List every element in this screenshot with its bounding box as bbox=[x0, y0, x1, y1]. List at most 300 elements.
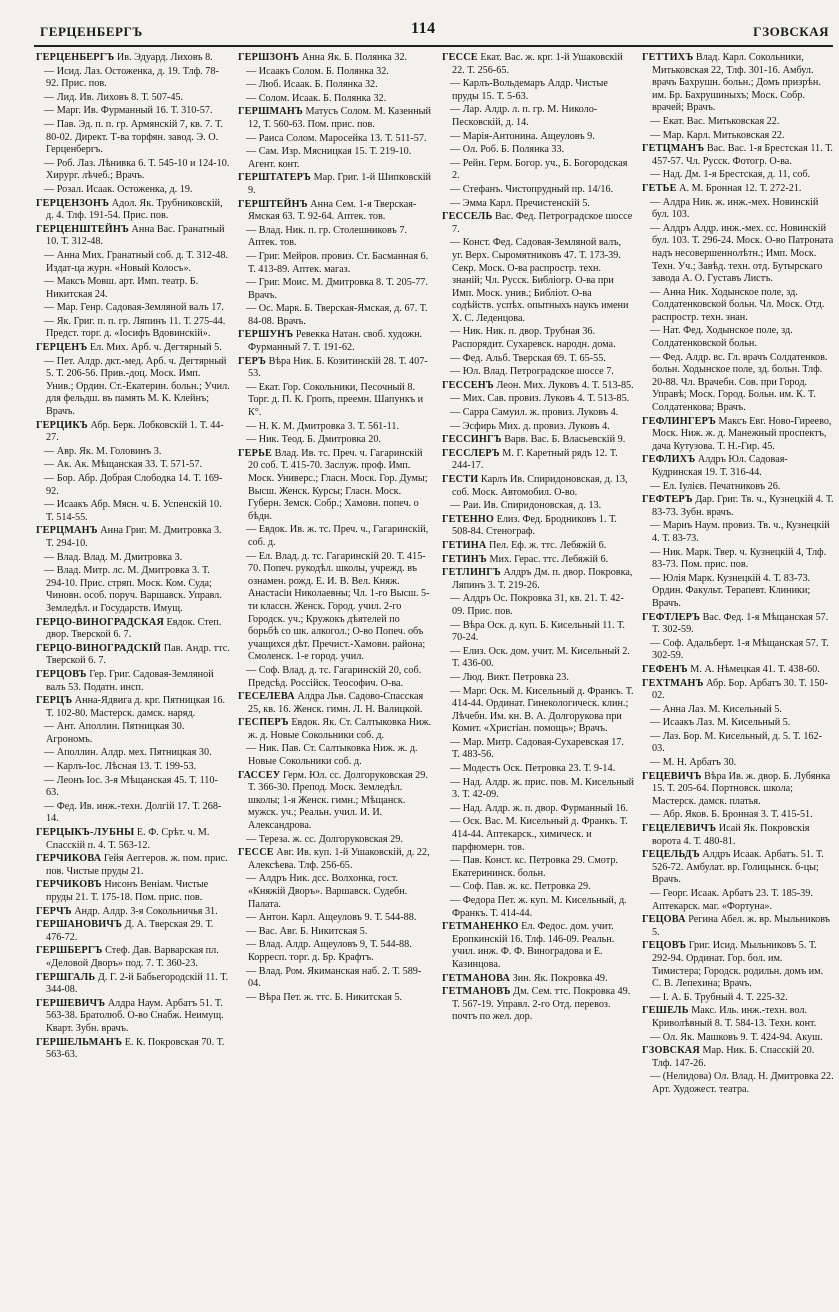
entry-details: — Ник. Марк. Твер. ч. Кузнецкій 4, Тлф. 83-73. Пом. прис. пов. bbox=[650, 546, 827, 571]
entry-details: — Стефанъ. Чистопрудный пр. 14/16. bbox=[450, 183, 614, 195]
entry-details: — Карлъ-Іос. Лѣсная 13. Т. 199-53. bbox=[44, 761, 197, 773]
directory-entry bbox=[36, 52, 230, 65]
entry-details: — Мар. Карл. Митьковская 22. bbox=[650, 129, 785, 141]
entry-surname: ГЕСПЕРЪ bbox=[238, 717, 289, 729]
entry-details: — Модестъ Оск. Петровка 23. Т. 9-14. bbox=[450, 763, 616, 775]
directory-entry bbox=[642, 52, 834, 115]
entry-surname: ГЕФЛИНГЕРЪ bbox=[642, 415, 716, 427]
directory-entry bbox=[642, 771, 834, 809]
directory-entry bbox=[442, 434, 634, 447]
directory-entry bbox=[442, 646, 634, 671]
entry-details: — Абр. Яков. Б. Бронная 3. Т. 415-51. bbox=[650, 809, 813, 821]
entry-surname: ГЕРЦО-ВИНОГРАДСКАЯ bbox=[36, 616, 164, 628]
entry-details: — Соф. Влад. д. тс. Гагаринскій 20, соб. Предсѣд. Россійск. Теософич. О-ва. bbox=[246, 664, 422, 689]
directory-entry bbox=[642, 731, 834, 756]
directory-entry bbox=[238, 939, 432, 964]
entry-details: — Алдръ Ос. Покровка 31, кв. 21. Т. 42-09. Прис. пов. bbox=[450, 593, 624, 617]
entry-details: Ел. Мих. Арб. ч. Дегтярный 5. bbox=[89, 342, 222, 354]
directory-entry bbox=[36, 721, 230, 746]
directory-entry bbox=[642, 481, 834, 494]
entry-details: Ревекка Натан. своб. художн. Фурманный 7. Т. 191-62. bbox=[248, 329, 423, 354]
entry-details: — Ол. Як. Машковъ 9. Т. 424-94. Акуш. bbox=[650, 1031, 823, 1043]
directory-entry bbox=[442, 816, 634, 854]
entry-details: Максъ Евг. Ново-Гиреево, Моск. Ниж. ж. д. Манежный проспектъ, дача Кутузова. Т. Н.-Гир. 45. bbox=[652, 415, 832, 452]
entry-surname: ГЕТИНА bbox=[442, 539, 487, 551]
entry-details: — Исид. Лаз. Остоженка, д. 19. Тлф. 78-92. Прис. пов. bbox=[44, 65, 219, 90]
entry-details: Абр. Бор. Арбатъ 30. Т. 150-02. bbox=[652, 677, 828, 702]
directory-entry bbox=[442, 211, 634, 236]
entry-surname: ГЕХТМАНЪ bbox=[642, 677, 704, 689]
directory-entry bbox=[442, 737, 634, 762]
directory-entry bbox=[642, 1045, 834, 1070]
entry-details: — Як. Григ. п. п. гр. Ляпинъ 11. Т. 275-44. Предст. торг. д. «Іосифъ Вдовинскій». bbox=[44, 315, 226, 340]
entry-details: — Раиса Солом. Маросейка 13. Т. 511-57. bbox=[246, 132, 427, 144]
directory-entry bbox=[36, 499, 230, 524]
entry-details: Вѣра Ив. ж. двор. Б. Лубянка 15. Т. 205-64. Портновск. школа; Мастерск. дамск. платья. bbox=[652, 770, 831, 807]
entry-details: Варв. Вас. Б. Власьевскій 9. bbox=[504, 434, 626, 446]
directory-entry bbox=[442, 366, 634, 379]
directory-entry bbox=[36, 66, 230, 91]
directory-entry bbox=[36, 198, 230, 223]
entry-details: — Юлія Марк. Кузнецкій 4. Т. 83-73. Ордин. Факульт. Терапевт. Клиники; Врачъ. bbox=[650, 572, 811, 609]
entry-surname: ГЕТИНЪ bbox=[442, 553, 487, 565]
entry-details: Адол. Як. Трубниковскій, д. 4. Тлф. 191-54. Прис. пов. bbox=[46, 197, 223, 222]
entry-details: — Бор. Абр. Добрая Слободка 14. Т. 169-92. bbox=[44, 473, 223, 497]
page-number: 114 bbox=[411, 20, 436, 37]
directory-entry bbox=[238, 303, 432, 328]
entry-surname: ГЕЦЕЛЕВИЧЪ bbox=[642, 823, 717, 835]
directory-entry bbox=[36, 446, 230, 459]
entry-surname: ГЕСЕЛЕВА bbox=[238, 691, 295, 703]
directory-entry bbox=[442, 593, 634, 618]
entry-details: — Лаз. Бор. М. Кисельный, д. 5. Т. 162-03. bbox=[650, 730, 822, 755]
entry-details: — Вас. Авг. Б. Никитская 5. bbox=[246, 925, 368, 937]
entry-surname: ГЕРШТАТЕРЪ bbox=[238, 172, 312, 184]
entry-surname: ГЕРЦМАНЪ bbox=[36, 525, 98, 537]
directory-entry bbox=[442, 921, 634, 971]
entry-details: Исай Як. Покровскія ворота 4. Т. 480-81. bbox=[652, 823, 810, 847]
directory-entry bbox=[238, 146, 432, 171]
directory-entry bbox=[36, 459, 230, 472]
directory-entry bbox=[238, 770, 432, 833]
directory-entry bbox=[442, 540, 634, 553]
directory-entry bbox=[238, 66, 432, 79]
directory-entry bbox=[238, 834, 432, 847]
running-head-right: ГЗОВСКАЯ bbox=[753, 24, 829, 39]
entry-details: — Анна Мих. Гранатный соб. д. Т. 312-48. Издат-ца журн. «Новый Колосъ». bbox=[44, 249, 228, 274]
entry-details: Влад. Ив. тс. Преч. ч. Гагаринскій 20 соб. Т. 415-70. Заслуж. проф. Имп. Моск. Универс.; Гласн. Моск. Гор. Думы; Высш. Женск. Курсы; Гласн. Моск. Губерн. Земск. Собр.; Хамовн. попеч. о бѣдн. bbox=[248, 447, 428, 522]
directory-entry bbox=[642, 940, 834, 990]
entry-details: — Мих. Сав. провиз. Луковъ 4. Т. 513-85. bbox=[450, 393, 630, 405]
entry-surname: ГЕССИНГЪ bbox=[442, 434, 502, 446]
entry-details: — Эсфирь Мих. д. провиз. Луковъ 4. bbox=[450, 420, 610, 432]
entry-details: Пав. Андр. ттс. Тверской 6. 7. bbox=[46, 642, 230, 667]
entry-surname: ГЕРЦЕНЗОНЪ bbox=[36, 197, 110, 209]
directory-entry bbox=[238, 966, 432, 991]
directory-entry bbox=[442, 895, 634, 920]
directory-entry bbox=[442, 353, 634, 366]
entry-details: — Георг. Исаак. Арбатъ 23. Т. 185-39. Аптекарск. маг. «Фортуна». bbox=[650, 888, 813, 912]
entry-details: — Пет. Алдр. дкт.-мед. Арб. ч. Дегтярный 5. Т. 206-56. Прив.-доц. Моск. Имп. Унив.; Ордин. Ст.-Екатерин. больн.; Учил. для фельдш. въ память М. К. Клейнъ; Врачъ. bbox=[44, 355, 230, 418]
directory-entry bbox=[36, 761, 230, 774]
entry-details: Гейя Аеггеров. ж. пом. прис. пов. Чистые пруды 21. bbox=[46, 853, 228, 877]
entry-surname: ГЕФТЕРЪ bbox=[642, 494, 693, 506]
entry-details: — Сарра Самуил. ж. провиз. Луковъ 4. bbox=[450, 407, 619, 419]
entry-details: Герм. Юл. сс. Долгоруковская 29. Т. 366-30. Препод. Моск. Земледѣл. школы; 1-я Женск. гимн.; Мѣщанск. мужск. уч.; Реальн. учил. И. И. Александрова. bbox=[248, 769, 428, 832]
entry-details: — Ос. Марк. Б. Тверская-Ямская, д. 67. Т. 84-08. Врачъ. bbox=[246, 303, 428, 327]
entry-details: — Сам. Изр. Мясницкая 15. Т. 219-10. Агент. конт. bbox=[246, 146, 412, 170]
entry-details: — Ак. Ак. Мѣщанская 33. Т. 571-57. bbox=[44, 459, 202, 471]
directory-entry bbox=[442, 855, 634, 880]
entry-details: — Над. Алдр. ж. п. двор. Фурманный 16. bbox=[450, 802, 629, 814]
directory-entry bbox=[642, 757, 834, 770]
entry-surname: ГЕФЛИХЪ bbox=[642, 454, 696, 466]
entry-details: — Соф. Адальберт. 1-я Мѣщанская 57. Т. 302-59. bbox=[650, 637, 829, 662]
directory-entry bbox=[642, 664, 834, 677]
directory-entry bbox=[442, 686, 634, 736]
entry-details: — Алдръ Алдр. инж.-мех. сс. Новинскій бул. 103. Т. 296-24. Моск. О-во Патроната надъ несовершеннолѣтн.; Имп. Моск. Техн. Уч.; Завѣд. техн. отд. Бутырскаго завода А. О. Густавъ Листъ. bbox=[650, 222, 834, 285]
entry-details: Алдръ Дм. п. двор. Покровка, Ляпинъ 3. Т. 219-26. bbox=[452, 567, 633, 591]
entry-surname: ГЕРЦО-ВИНОГРАДСКІЙ bbox=[36, 642, 162, 654]
entry-details: — Вѣра Пет. ж. ттс. Б. Никитская 5. bbox=[246, 991, 403, 1003]
entry-surname: ГЕРЧЪ bbox=[36, 905, 72, 917]
entry-surname: ГЕЦЕЛЬДЪ bbox=[642, 849, 700, 861]
directory-entry bbox=[642, 612, 834, 637]
entry-details: Вас. Вас. 1-я Брестская 11. Т. 457-57. Чл. Русск. Фотогр. О-ва. bbox=[652, 143, 833, 167]
directory-entry bbox=[238, 421, 432, 434]
entry-surname: ГЕФЕНЪ bbox=[642, 663, 688, 675]
directory-entry bbox=[238, 691, 432, 716]
directory-entry bbox=[238, 199, 432, 224]
directory-entry bbox=[238, 225, 432, 250]
directory-entry bbox=[442, 326, 634, 351]
directory-entry bbox=[36, 906, 230, 919]
entry-details: — Исаакъ Лаз. М. Кисельный 5. bbox=[650, 717, 791, 729]
directory-entry bbox=[642, 823, 834, 848]
directory-entry bbox=[36, 552, 230, 565]
entry-details: Алдра Наум. Арбатъ 51. Т. 563-38. Братолюб. О-во Снабж. Неимущ. Кварт. Зубн. врачъ. bbox=[46, 997, 224, 1034]
directory-entry bbox=[642, 1005, 834, 1030]
directory-entry bbox=[442, 421, 634, 434]
column-4 bbox=[642, 52, 834, 1302]
entry-details: Нисонъ Веніам. Чистые пруды 21. Т. 175-18. Пом. прис. пов. bbox=[46, 879, 209, 903]
entry-details: — Антон. Карл. Ащеуловъ 9. Т. 544-88. bbox=[246, 912, 417, 924]
directory-entry bbox=[36, 184, 230, 197]
directory-entry bbox=[642, 638, 834, 663]
entry-surname: ГЕТЛИНГЪ bbox=[442, 567, 501, 579]
directory-entry bbox=[642, 197, 834, 222]
entry-details: — Максъ Мовш. арт. Имп. театр. Б. Никитская 24. bbox=[44, 276, 199, 300]
entry-details: Е. К. Покровская 70. Т. 563-63. bbox=[46, 1036, 225, 1061]
entry-surname: ГЕТТИХЪ bbox=[642, 52, 694, 63]
entry-surname: ГЕТМАНОВА bbox=[442, 972, 511, 984]
directory-entry bbox=[238, 926, 432, 939]
directory-entry bbox=[238, 382, 432, 420]
entry-details: — Над. Алдр. ж. прис. пов. М. Кисельный 3. Т. 42-09. bbox=[450, 776, 634, 801]
entry-details: — Марг. Оск. М. Кисельный д. Франкъ. Т. 414-44. Ординат. Гинекологическ. клин.; Лѣчебн. Им. кн. В. А. Долгорукова при Комит. «Христіан. помощь»; Врачъ. bbox=[450, 685, 634, 735]
entry-details: — Ел. Іулієв. Печатниковъ 26. bbox=[650, 480, 781, 492]
entry-surname: ГЕЦОВЪ bbox=[642, 940, 687, 952]
directory-entry bbox=[642, 169, 834, 182]
entry-details: Ел. Федос. дом. учит. Еропкинскій 16. Тлф. 146-09. Реальн. учил. инж. Ф. Ф. Виноградова и Е. Казинцова. bbox=[452, 921, 615, 970]
entry-details: Д. А. Тверская 29. Т. 476-72. bbox=[46, 919, 214, 943]
entry-surname: ГАССЕУ bbox=[238, 769, 281, 781]
entry-details: — Тереза. ж. сс. Долгоруковская 29. bbox=[246, 833, 403, 845]
entry-details: Мар. Ник. Б. Спасскій 20. Тлф. 147-26. bbox=[652, 1045, 815, 1069]
directory-entry bbox=[36, 617, 230, 642]
entry-details: Зин. Як. Покровка 49. bbox=[512, 972, 608, 984]
directory-entry bbox=[442, 986, 634, 1024]
entry-details: — Евдок. Ив. ж. тс. Преч. ч., Гагаринскій, соб. д. bbox=[246, 524, 429, 548]
entry-surname: ГЕЦЕВИЧЪ bbox=[642, 770, 702, 782]
directory-entry bbox=[36, 775, 230, 800]
directory-entry bbox=[442, 184, 634, 197]
entry-surname: ГЕШЕЛЬ bbox=[642, 1005, 689, 1017]
entry-details: Макс. Иль. инж.-техн. вол. Криволѣвный 8. Т. 584-13. Техн. конт. bbox=[652, 1005, 817, 1029]
directory-entry bbox=[238, 356, 432, 381]
entry-details: — Влад. Алдр. Ащеуловъ 9, Т. 544-88. Корресп. торг. д. Бр. Крафтъ. bbox=[246, 939, 412, 963]
entry-details: — Фед. Алдр. вс. Гл. врачъ Солдатенков. больн. Ходынское поле, зд. больн. Тлф. 20-88. Чл. Врачебн. Сов. при Город. Управѣ; Моск. Город. Больн. им. К. Т. Солдатенкова; Врачъ. bbox=[650, 351, 828, 414]
directory-entry bbox=[442, 104, 634, 129]
directory-entry bbox=[238, 106, 432, 131]
directory-entry bbox=[36, 853, 230, 878]
directory-entry bbox=[442, 474, 634, 499]
directory-entry bbox=[642, 717, 834, 730]
entry-details: — Аполлин. Алдр. мех. Пятницкая 30. bbox=[44, 747, 212, 759]
entry-surname: ГЕРЦОВЪ bbox=[36, 668, 87, 680]
entry-surname: ГЕТЬЕ bbox=[642, 182, 677, 194]
entry-details: — Нат. Фед. Ходынское поле, зд. Солдатенковской больн. bbox=[650, 325, 793, 350]
entry-surname: ГЕРШЗОНЪ bbox=[238, 52, 300, 63]
entry-details: — Раи. Ив. Спиридоновская, д. 13. bbox=[450, 500, 602, 512]
entry-surname: ГЕТЦМАНЪ bbox=[642, 143, 705, 155]
directory-entry bbox=[442, 237, 634, 325]
directory-entry bbox=[36, 356, 230, 419]
directory-entry bbox=[642, 704, 834, 717]
entry-details: — Мар. Митр. Садовая-Сухаревская 17. Т. 483-56. bbox=[450, 736, 624, 761]
directory-entry bbox=[238, 912, 432, 925]
directory-entry bbox=[36, 919, 230, 944]
directory-entry bbox=[238, 329, 432, 354]
entry-surname: ГЕРЧИКОВА bbox=[36, 853, 102, 865]
entry-details: — Исаакъ Солом. Б. Полянка 32. bbox=[246, 65, 389, 77]
entry-details: — Фед. Ив. инж.-техн. Долгій 17. Т. 268-14. bbox=[44, 800, 222, 825]
entry-surname: ГЕССЕНЪ bbox=[442, 379, 494, 391]
entry-details: Анна Вас. Гранатный 10. Т. 312-48. bbox=[46, 223, 225, 248]
entry-details: — (Нелидова) Ол. Влад. Н. Дмитровка 22. Арт. Художест. театра. bbox=[650, 1071, 834, 1095]
entry-details: — Влад. Ром. Якиманская наб. 2. Т. 589-04. bbox=[246, 965, 422, 990]
directory-entry bbox=[642, 325, 834, 350]
entry-details: — Розал. Исаак. Остоженка, д. 19. bbox=[44, 183, 193, 195]
directory-entry bbox=[442, 567, 634, 592]
entry-details: Евдок. Степ. двор. Тверской 6. 7. bbox=[46, 616, 222, 641]
entry-surname: ГЕРЪ bbox=[238, 355, 267, 367]
entry-details: Елиз. Фед. Бродниковъ 1. Т. 508-84. Стенограф. bbox=[452, 513, 617, 538]
entry-details: — Мар. Генр. Садовая-Земляной валъ 17. bbox=[44, 302, 224, 314]
directory-entry bbox=[442, 407, 634, 420]
directory-entry bbox=[442, 777, 634, 802]
directory-entry bbox=[36, 105, 230, 118]
entry-details: Анна Григ. М. Дмитровка 3. Т. 294-10. bbox=[46, 525, 222, 549]
directory-entry bbox=[36, 250, 230, 275]
entry-details: — Влад. Влад. М. Дмитровка 3. bbox=[44, 551, 183, 563]
entry-details: — Ел. Влад. д. тс. Гагаринскій 20. Т. 415-70. Попеч. рукодѣл. школы, учрежд. въ ознамен. рожд. Е. И. В. Вел. Княж. Анастасіи Николаевны; Чл. 1-го Высш. 5-ти классн. Женск. Город. учил. 2-го Городск. уч.; Кружокъ дѣятелей по борьбѣ со шк. алкогол.; О-во Попеч. объ учащихся дѣт. Пречист.-Хамовн. района; Смоленск. 1-е город. учил. bbox=[246, 550, 430, 663]
entry-surname: ГЗОВСКАЯ bbox=[642, 1045, 700, 1057]
directory-entry bbox=[238, 79, 432, 92]
directory-entry bbox=[36, 695, 230, 720]
entry-details: — Ник. Ник. п. двор. Трубная 36. Распорядит. Сухаревск. народн. дома. bbox=[450, 326, 616, 351]
entry-surname: ГЕРШУНЪ bbox=[238, 329, 294, 341]
directory-entry bbox=[642, 130, 834, 143]
column-3 bbox=[442, 52, 634, 1302]
entry-details: — Екат. Вас. Митьковская 22. bbox=[650, 115, 780, 127]
entry-details: М. А. Нѣмецкая 41. Т. 438-60. bbox=[690, 663, 820, 675]
directory-entry bbox=[36, 945, 230, 970]
directory-entry bbox=[238, 847, 432, 872]
entry-details: — Конст. Фед. Садовая-Земляной валъ, уг. Верх. Сыромятниковъ 47. Т. 173-39. Секр. Моск. О-ва распростр. техн. знаній; Чл. Русск. Библіогр. О-ва при Имп. Моск. унив.; Библіот. О-ва содѣйств. успѣх. опытныхъ наукъ имени Х. С. Леденцова. bbox=[450, 237, 629, 324]
entry-details: Вѣра Ник. Б. Козитинскій 28. Т. 407-53. bbox=[248, 355, 428, 380]
directory-entry bbox=[36, 669, 230, 694]
entry-details: — Леонъ Іос. 3-я Мѣщанская 45. Т. 110-63. bbox=[44, 774, 218, 799]
entry-details: — Лар. Алдр. л. п. гр. М. Николо-Песковскій, д. 14. bbox=[450, 104, 598, 128]
entry-details: — Роб. Лаз. Лѣнивка 6. Т. 545-10 и 124-10. Хирург. лѣчеб.; Врачъ. bbox=[44, 157, 230, 182]
entry-surname: ГЕССЕ bbox=[238, 847, 274, 859]
directory-entry bbox=[642, 573, 834, 611]
entry-surname: ГЕРШМАНЪ bbox=[238, 106, 303, 118]
directory-entry bbox=[642, 143, 834, 168]
entry-details: Анна Сем. 1-я Тверская-Ямская 63. Т. 92-64. Аптек. тов. bbox=[248, 198, 417, 223]
entry-surname: ГЕССЕ bbox=[442, 52, 478, 63]
entry-details: Мар. Григ. 1-й Шипковскій 9. bbox=[248, 172, 431, 196]
entry-details: — Екат. Гор. Сокольники, Песочный 8. Торг. д. П. К. Гропъ, преемн. Шапункъ и К°. bbox=[246, 381, 424, 419]
entry-details: Матусъ Солом. М. Казенный 12, Т. 560-63. Пом. прис. пов. bbox=[248, 106, 431, 130]
entry-details: — Мариъ Наум. провиз. Тв. ч., Кузнецкій 4. Т. 83-73. bbox=[650, 520, 830, 544]
entry-surname: ГЕРШГАЛЬ bbox=[36, 971, 96, 983]
directory-entry bbox=[36, 420, 230, 445]
entry-details: Пел. Еф. ж. ттс. Лебяжій 6. bbox=[489, 539, 607, 551]
page-header bbox=[0, 0, 839, 52]
entry-details: — Исаакъ Абр. Мясн. ч. Б. Успенскій 10. Т. 514-55. bbox=[44, 499, 222, 523]
directory-entry bbox=[442, 52, 634, 77]
directory-entry bbox=[36, 158, 230, 183]
directory-entry bbox=[36, 92, 230, 105]
entry-surname: ГЕФТЛЕРЪ bbox=[642, 611, 701, 623]
entry-details: — І. А. Б. Трубный 4. Т. 225-32. bbox=[650, 991, 788, 1003]
directory-entry bbox=[36, 224, 230, 249]
entry-details: Григ. Исид. Мыльниковъ 5. Т. 292-94. Ординат. Гор. бол. им. Тимистера; Городск. родильн. домъ им. С. В. Лепехина; Врачъ. bbox=[652, 940, 824, 990]
directory-entry bbox=[36, 342, 230, 355]
entry-surname: ГЕССЛЕРЪ bbox=[442, 447, 500, 459]
entry-details: Алдра Льв. Садово-Спасская 25, кв. 16. Женск. гимн. Л. Н. Валицкой. bbox=[248, 691, 424, 715]
entry-details: Д. Г. 2-й Бабьегородскій 11. Т. 344-08. bbox=[46, 971, 229, 996]
entry-surname: ГЕТЕННО bbox=[442, 513, 495, 525]
entry-details: — Люд. Викт. Петровка 23. bbox=[450, 671, 569, 683]
entry-surname: ГЕРШТЕЙНЪ bbox=[238, 198, 308, 210]
directory-entry bbox=[442, 131, 634, 144]
directory-entry bbox=[36, 801, 230, 826]
directory-entry bbox=[642, 888, 834, 913]
directory-entry bbox=[238, 743, 432, 768]
entry-surname: ГЕРЦИКЪ bbox=[36, 419, 88, 431]
directory-entry bbox=[36, 827, 230, 852]
directory-entry bbox=[36, 525, 230, 550]
entry-details: — Ник. Пав. Ст. Салтыковка Ниж. ж. д. Новые Сокольники соб. д. bbox=[246, 743, 418, 768]
entry-details: Мих. Герас. ттс. Лебяжій 6. bbox=[489, 553, 609, 565]
directory-entry bbox=[36, 276, 230, 301]
entry-details: — Алдра Ник. ж. инж.-мех. Новинскій бул. 103. bbox=[650, 196, 819, 221]
entry-details: Анна-Ядвига д. крг. Пятницкая 16. Т. 102-80. Мастерск. дамск. наряд. bbox=[46, 695, 226, 719]
entry-details: Андр. Алдр. 3-я Сокольничья 31. bbox=[74, 905, 218, 917]
directory-entry bbox=[36, 747, 230, 760]
entry-details: — Фед. Альб. Тверская 69. Т. 65-55. bbox=[450, 352, 606, 364]
directory-entry bbox=[642, 678, 834, 703]
directory-entry bbox=[642, 547, 834, 572]
entry-details: — Григ. Мейров. провиз. Ст. Басманная 6. Т. 413-89. Аптек. магаз. bbox=[246, 250, 429, 275]
entry-details: — Ант. Аполлин. Пятницкая 30. Агрономъ. bbox=[44, 721, 185, 745]
directory-entry bbox=[442, 198, 634, 211]
entry-surname: ГЕРЦЪ bbox=[36, 695, 73, 707]
entry-details: Влад. Карл. Сокольники, Митьковская 22, Тлф. 301-16. Амбул. врачъ Бахрушн. больн.; Домъ призрѣн. им. Бр. Бахрушиныхъ; Моск. Собр. врачей; Врачъ. bbox=[652, 52, 821, 114]
directory-entry bbox=[36, 565, 230, 615]
directory-entry bbox=[36, 302, 230, 315]
entry-details: — Елиз. Оск. дом. учит. М. Кисельный 2. Т. 436-00. bbox=[450, 645, 630, 670]
directory-entry bbox=[642, 914, 834, 939]
entry-surname: ГЕРШЕЛЬМАНЪ bbox=[36, 1036, 123, 1048]
directory-entry bbox=[36, 1037, 230, 1062]
entry-details: — Ник. Теод. Б. Дмитровка 20. bbox=[246, 434, 381, 446]
entry-details: Евдок. Як. Ст. Салтыковка Ниж. ж. д. Новые Сокольники соб. д. bbox=[248, 717, 432, 741]
directory-entry bbox=[36, 998, 230, 1036]
directory-entry bbox=[36, 473, 230, 498]
directory-entry bbox=[36, 879, 230, 904]
entry-details: Дар. Григ. Тв. ч., Кузнецкій 4. Т. 83-73. Зубн. врачъ. bbox=[652, 494, 834, 518]
directory-entry bbox=[442, 144, 634, 157]
entry-details: — Влад. Ник. п. гр. Столешниковъ 7. Аптек. тов. bbox=[246, 224, 408, 249]
entry-details: Екат. Вас. ж. крг. 1-й Ушаковскій 22. Т. 256-65. bbox=[452, 52, 623, 76]
entry-details: — Влад. Митр. лс. М. Дмитровка 3. Т. 294-10. Прис. стряп. Моск. Ком. Суда; Чиновн. особ. поруч. Варшавск. Управл. Земледѣл. и Государств. Имущ. bbox=[44, 565, 222, 614]
entry-details: — Соф. Пав. ж. кс. Петровка 29. bbox=[450, 881, 591, 893]
entry-details: Вас. Фед. Петроградское шоссе 7. bbox=[452, 211, 633, 235]
entry-details: Вас. Фед. 1-я Мѣщанская 57. Т. 302-59. bbox=[652, 611, 829, 636]
directory-entry bbox=[238, 251, 432, 276]
column-1 bbox=[36, 52, 230, 1302]
entry-surname: ГЕРЦЕНБЕРГЪ bbox=[36, 52, 115, 63]
entry-surname: ГЕРШБЕРГЪ bbox=[36, 945, 103, 957]
directory-entry bbox=[442, 500, 634, 513]
directory-entry bbox=[642, 849, 834, 887]
entry-details: Е. Ф. Срѣт. ч. М. Спасскій п. 4. Т. 563-12. bbox=[46, 827, 210, 851]
directory-entry bbox=[642, 352, 834, 415]
directory-entry bbox=[238, 551, 432, 664]
directory-entry bbox=[442, 448, 634, 473]
directory-entry bbox=[442, 763, 634, 776]
entry-details: — Эмма Карл. Пречистенскій 5. bbox=[450, 197, 590, 209]
directory-entry bbox=[238, 448, 432, 524]
entry-details: Леон. Мих. Луковъ 4. Т. 513-85. bbox=[496, 379, 634, 391]
entry-details: — Марг. Ив. Фурманный 16. Т. 310-57. bbox=[44, 105, 213, 117]
directory-entry bbox=[238, 434, 432, 447]
directory-entry bbox=[238, 277, 432, 302]
directory-entry bbox=[642, 454, 834, 479]
entry-details: — Ол. Роб. Б. Полянка 33. bbox=[450, 144, 565, 156]
entry-surname: ГЕТМАНОВЪ bbox=[442, 986, 511, 998]
entry-details: — Пав. Эд. п. п. гр. Армянскій 7, кв. 7. Т. 80-02. Директ. Т-ва торфян. завод. Э. О. Герценбергъ. bbox=[44, 118, 223, 156]
directory-entry bbox=[642, 809, 834, 822]
entry-surname: ГЕРЦЕНЪ bbox=[36, 342, 88, 354]
entry-details: Ив. Эдуард. Лиховъ 8. bbox=[116, 52, 213, 63]
entry-details: — Федора Пет. ж. куп. М. Кисельный, д. Франкъ. Т. 414-44. bbox=[450, 895, 627, 919]
directory-entry bbox=[442, 158, 634, 183]
